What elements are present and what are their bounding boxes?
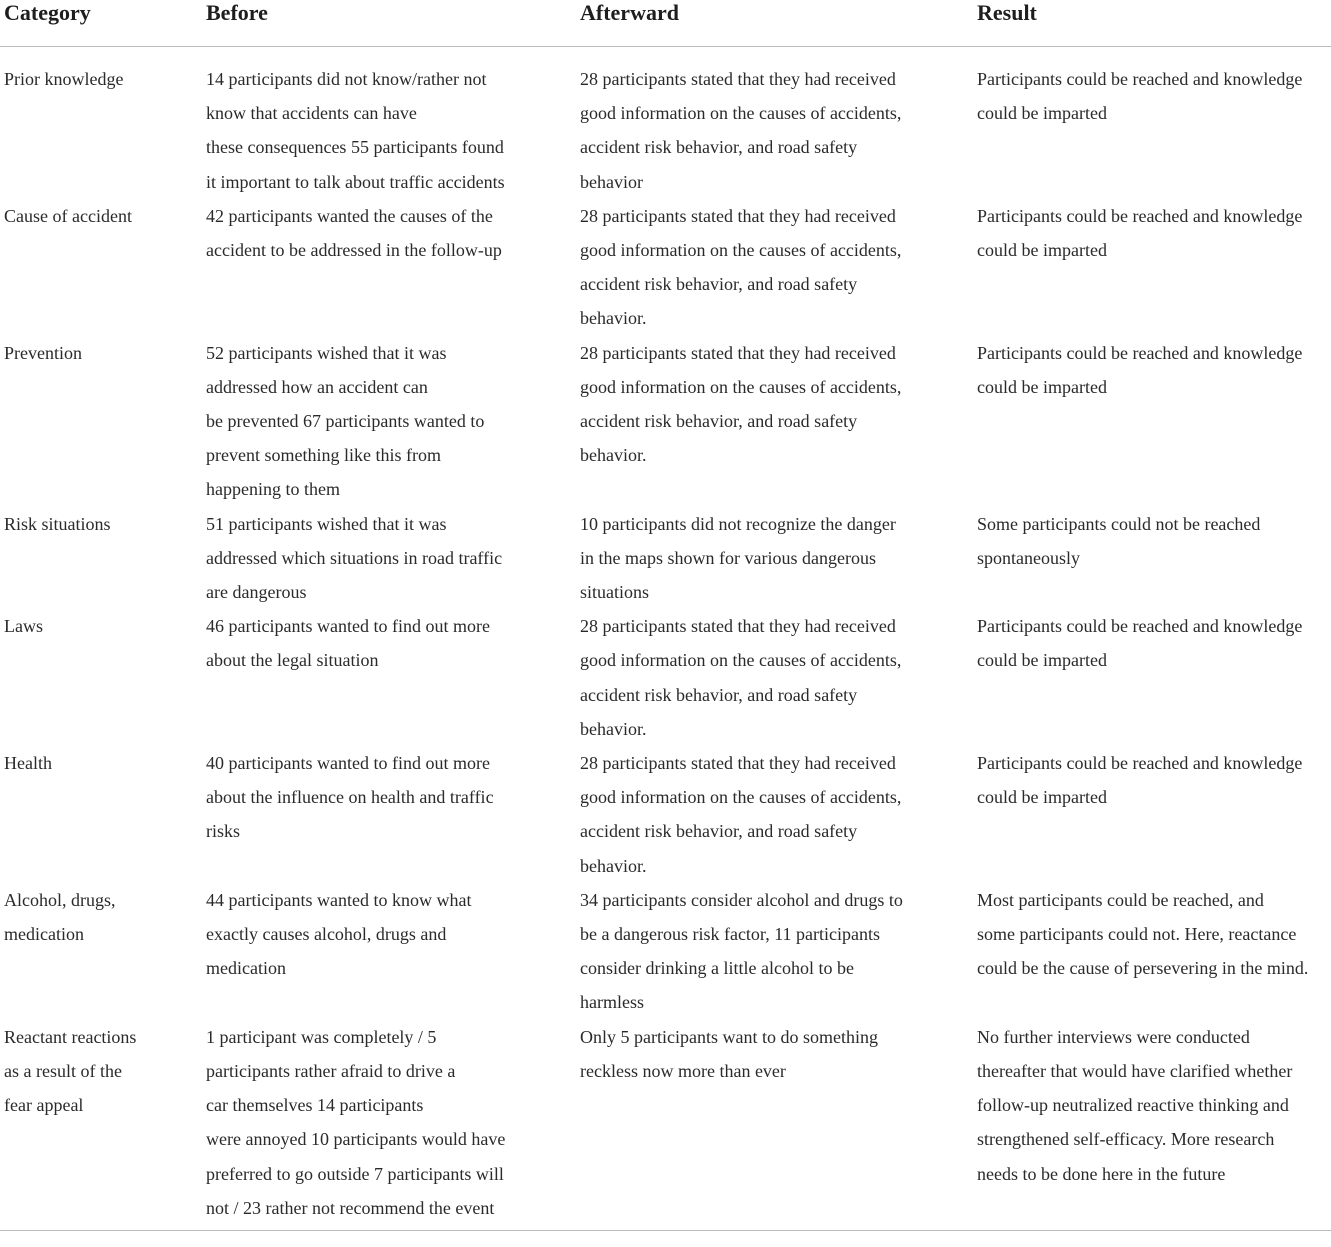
cell-before: 42 participants wanted the causes of the accident to be addressed in the follow-up xyxy=(206,205,502,261)
table-row xyxy=(0,199,1331,336)
table-row xyxy=(0,507,1331,610)
cell-before: 46 participants wanted to find out more about the legal situation xyxy=(206,616,490,671)
cell-category: Alcohol, drugs, medication xyxy=(4,889,116,945)
table-row xyxy=(0,609,1331,746)
cell-result: Participants could be reached and knowledge could be imparted xyxy=(977,616,1303,671)
table-row xyxy=(0,47,1331,199)
cell-result: Participants could be reached and knowledge could be imparted xyxy=(977,342,1303,397)
cell-category: Laws xyxy=(4,616,43,637)
header-afterward: Afterward xyxy=(576,0,973,47)
cell-afterward: 28 participants stated that they had received good information on the causes of accidents, accident risk behavior, and road safety behavior. xyxy=(580,753,902,876)
table-row xyxy=(0,1020,1331,1231)
cell-result: Participants could be reached and knowledge could be imparted xyxy=(977,753,1303,808)
cell-afterward: 28 participants stated that they had received good information on the causes of accidents, accident risk behavior, and road safety behavior. xyxy=(580,342,902,466)
cell-before: 1 participant was completely / 5 participants rather afraid to drive a car themselves 14 participants were annoyed 10 participants would have preferred to go outside 7 participants will not / 23 rather not recommend the event xyxy=(202,1020,576,1231)
cell-result: Most participants could be reached, and some participants could not. Here, reactance could be the cause of persevering in the mind. xyxy=(977,889,1309,979)
cell-category: Prior knowledge xyxy=(4,69,124,89)
header-category: Category xyxy=(0,0,202,47)
cell-before: 40 participants wanted to find out more about the influence on health and traffic risks xyxy=(206,753,494,842)
table-body xyxy=(0,47,1331,1231)
cell-result: Some participants could not be reached spontaneously xyxy=(977,513,1261,568)
cell-category: Cause of accident xyxy=(4,205,132,226)
cell-before: 44 participants wanted to know what exactly causes alcohol, drugs and medication xyxy=(206,889,472,979)
cell-category: Reactant reactions as a result of the fear appeal xyxy=(0,1020,202,1231)
table-row xyxy=(0,746,1331,883)
cell-result: No further interviews were conducted thereafter that would have clarified whether follow-up neutralized reactive thinking and strengthened self-efficacy. More research needs to be done here in the future xyxy=(973,1020,1331,1231)
header-before: Before xyxy=(202,0,576,47)
cell-afterward: 28 participants stated that they had received good information on the causes of accidents, accident risk behavior, and road safety behavior xyxy=(580,69,902,192)
cell-before: 14 participants did not know/rather not know that accidents can have these consequences 55 participants found it important to talk about traffic accidents xyxy=(206,69,505,192)
cell-category: Prevention xyxy=(4,342,82,363)
table-header xyxy=(0,0,1331,47)
cell-result: Participants could be reached and knowledge could be imparted xyxy=(977,205,1303,261)
cell-afterward: Only 5 participants want to do something reckless now more than ever xyxy=(576,1020,973,1231)
cell-category: Health xyxy=(4,753,52,774)
table-row xyxy=(0,336,1331,507)
table-row xyxy=(0,883,1331,1020)
header-row xyxy=(0,0,1331,47)
cell-before: 51 participants wished that it was addressed which situations in road traffic are dangerous xyxy=(206,513,503,603)
header-result: Result xyxy=(973,0,1331,47)
cell-before: 52 participants wished that it was addressed how an accident can be prevented 67 participants wanted to prevent something like this from happening to them xyxy=(206,342,485,500)
cell-afterward: 10 participants did not recognize the danger in the maps shown for various dangerous situations xyxy=(580,513,896,603)
cell-category: Risk situations xyxy=(4,513,111,534)
cell-result: Participants could be reached and knowledge could be imparted xyxy=(977,69,1303,124)
cell-afterward: 28 participants stated that they had received good information on the causes of accidents, accident risk behavior, and road safety behavior. xyxy=(580,205,902,329)
cell-afterward: 28 participants stated that they had received good information on the causes of accidents, accident risk behavior, and road safety behavior. xyxy=(580,616,902,739)
cell-afterward: 34 participants consider alcohol and drugs to be a dangerous risk factor, 11 participants consider drinking a little alcohol to be harmless xyxy=(580,889,903,1013)
